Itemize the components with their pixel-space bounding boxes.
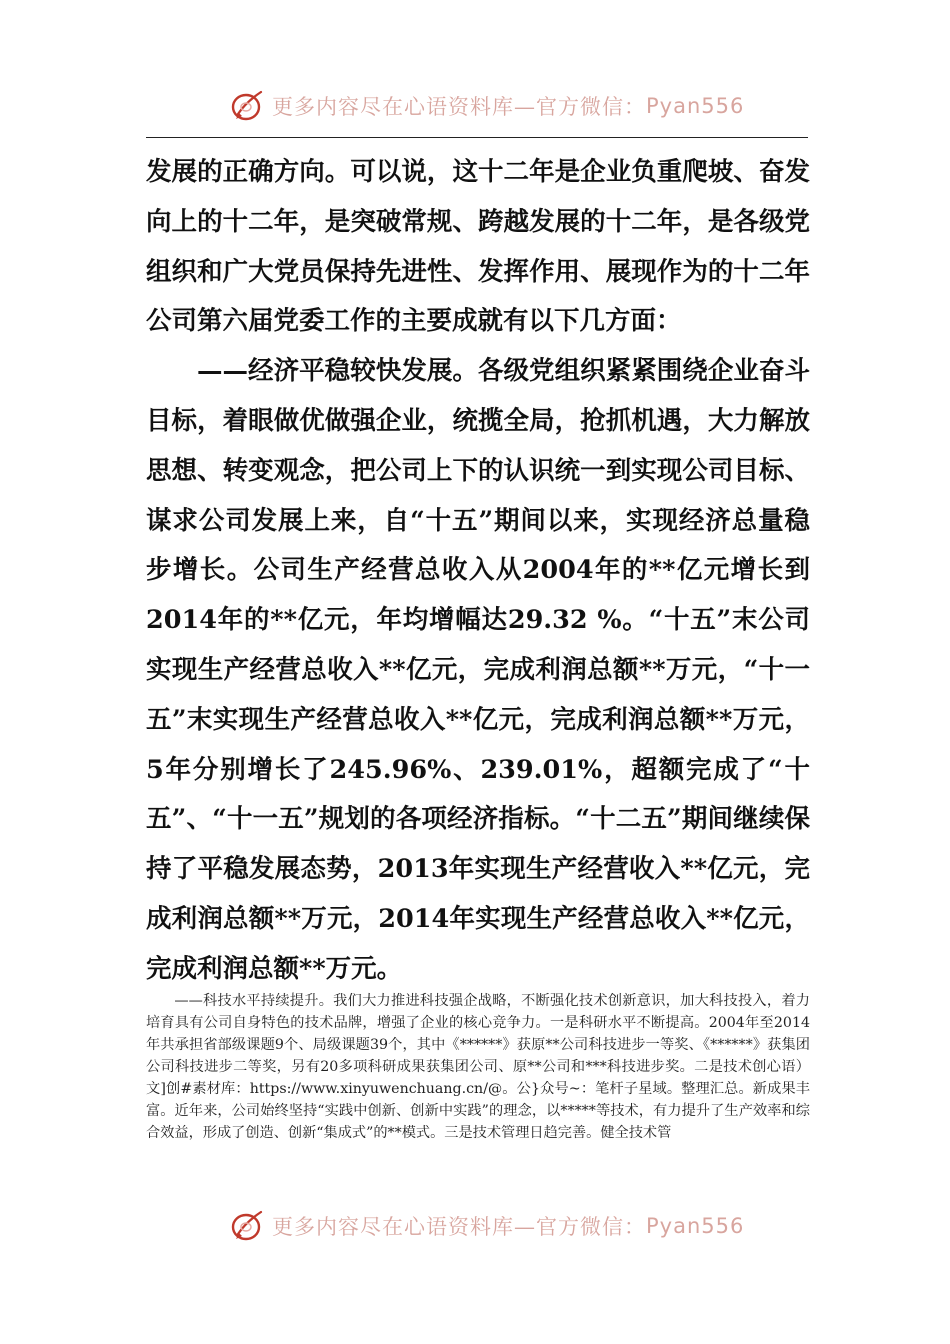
header-rule [146, 137, 808, 138]
footer-banner-text: 更多内容尽在心语资料库—官方微信： [272, 1215, 646, 1239]
brush-logo-icon [230, 88, 266, 124]
footer-wechat-id: Pyan556 [646, 1214, 745, 1238]
main-body [146, 148, 810, 995]
header-banner [230, 84, 744, 128]
brush-logo-icon [230, 1208, 266, 1244]
header-wechat-id: Pyan556 [646, 94, 745, 118]
body-paragraph-2: ——经济平稳较快发展。各级党组织紧紧围绕企业奋斗目标，着眼做优做强企业，统揽全局，抢抓机遇，大力解放思想、转变观念，把公司上下的认识统一到实现公司目标、谋求公司发展上来，自“十五”期间以来，实现经济总量稳步增长。公司生产经营总收入从2004年的**亿元增长到2014年的**亿元，年均增幅达29.32 %。“十五”末公司实现生产经营总收入**亿元，完成利润总额**万元，“十一五”末实现生产经营总收入**亿元，完成利润总额**万元，5年分别增长了245.96%、239.01%，超额完成了“十五”、“十一五”规划的各项经济指标。“十二五”期间继续保持了平稳发展态势，2013年实现生产经营收入**亿元，完成利润总额**万元，2014年实现生产经营总收入**亿元，完成利润总额**万元。 [146, 356, 810, 984]
footer-banner [230, 1204, 744, 1248]
small-paragraph: ——科技水平持续提升。我们大力推进科技强企战略，不断强化技术创新意识，加大科技投入，着力培育具有公司自身特色的技术品牌，增强了企业的核心竞争力。一是科研水平不断提高。2004年至2014年共承担省部级课题9个、局级课题39个，其中《******》获原**公司科技进步一等奖、《******》获集团公司科技进步二等奖，另有20多项科研成果获集团公司、原**公司和***科技进步奖。二是技术创心语）文]创#素材库：https://www.xinyuwenchuang.cn/@。公}众号~：笔杆子星域。整理汇总。新成果丰富。近年来，公司始终坚持“实践中创新、创新中实践”的理念，以*****等技术，有力提升了生产效率和综合效益，形成了创造、创新“集成式”的**模式。三是技术管理日趋完善。健全技术管 [146, 993, 810, 1141]
body-paragraph-1: 发展的正确方向。可以说，这十二年是企业负重爬坡、奋发向上的十二年，是突破常规、跨越发展的十二年，是各级党组织和广大党员保持先进性、发挥作用、展现作为的十二年公司第六届党委工作的主要成就有以下几方面： [146, 157, 810, 337]
small-text-block [146, 990, 810, 1144]
header-banner-text: 更多内容尽在心语资料库—官方微信： [272, 95, 646, 119]
